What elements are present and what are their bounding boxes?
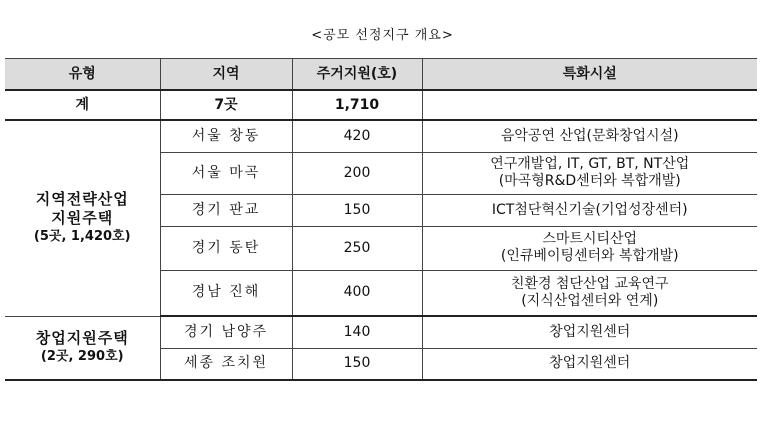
category-count: (2곳, 290호) bbox=[40, 349, 124, 365]
facility-note: (인큐베이팅센터와 복합개발) bbox=[500, 248, 679, 264]
region-cell: 세종 조치원 bbox=[160, 348, 292, 380]
category-regional-strategic bbox=[5, 120, 160, 316]
facility-note: (지식산업센터와 연계) bbox=[521, 292, 659, 309]
facility-text: 창업지원센터 bbox=[549, 355, 631, 372]
facility-cell bbox=[422, 152, 757, 194]
region-cell: 서울 창동 bbox=[160, 120, 292, 152]
category-title: 창업지원주택 bbox=[35, 329, 129, 348]
housing-cell: 150 bbox=[292, 194, 422, 226]
region-cell: 경기 남양주 bbox=[160, 316, 292, 348]
facility-cell bbox=[422, 316, 757, 348]
housing-cell: 150 bbox=[292, 348, 422, 380]
total-label: 계 bbox=[5, 90, 160, 120]
table-row bbox=[5, 316, 757, 348]
category-title: 지역전략산업 bbox=[35, 190, 129, 209]
header-region: 지역 bbox=[160, 59, 292, 91]
category-title: 지원주택 bbox=[51, 209, 114, 228]
total-facility bbox=[422, 90, 757, 120]
facility-text: 음악공연 산업(문화창업시설) bbox=[500, 127, 679, 144]
housing-cell: 250 bbox=[292, 226, 422, 270]
region-cell: 경기 동탄 bbox=[160, 226, 292, 270]
facility-text: 창업지원센터 bbox=[549, 323, 631, 340]
facility-cell bbox=[422, 120, 757, 152]
region-cell: 경기 판교 bbox=[160, 194, 292, 226]
table-caption: <공모 선정지구 개요> bbox=[311, 28, 454, 43]
total-regions: 7곳 bbox=[160, 90, 292, 120]
facility-cell bbox=[422, 226, 757, 270]
facility-text: 친환경 첨단산업 교육연구 bbox=[510, 275, 669, 292]
housing-cell: 420 bbox=[292, 120, 422, 152]
table-row bbox=[5, 120, 757, 152]
facility-text: ICT첨단혁신기술(기업성장센터) bbox=[491, 201, 688, 218]
facility-cell bbox=[422, 270, 757, 316]
total-row bbox=[5, 90, 757, 120]
facility-note: (마곡형R&D센터와 복합개발) bbox=[498, 173, 681, 189]
header-facility: 특화시설 bbox=[422, 59, 757, 91]
housing-cell: 400 bbox=[292, 270, 422, 316]
header-row bbox=[5, 59, 757, 91]
region-cell: 경남 진해 bbox=[160, 270, 292, 316]
region-cell: 서울 마곡 bbox=[160, 152, 292, 194]
facility-cell bbox=[422, 348, 757, 380]
header-type: 유형 bbox=[5, 59, 160, 91]
header-housing: 주거지원(호) bbox=[292, 59, 422, 91]
housing-cell: 200 bbox=[292, 152, 422, 194]
housing-cell: 140 bbox=[292, 316, 422, 348]
total-housing: 1,710 bbox=[292, 90, 422, 120]
facility-cell bbox=[422, 194, 757, 226]
category-startup-support bbox=[5, 316, 160, 380]
selected-districts-table bbox=[5, 58, 757, 381]
facility-text: 스마트시티산업 bbox=[542, 231, 638, 247]
facility-text: 연구개발업, IT, GT, BT, NT산업 bbox=[490, 156, 690, 172]
category-count: (5곳, 1,420호) bbox=[33, 229, 131, 245]
